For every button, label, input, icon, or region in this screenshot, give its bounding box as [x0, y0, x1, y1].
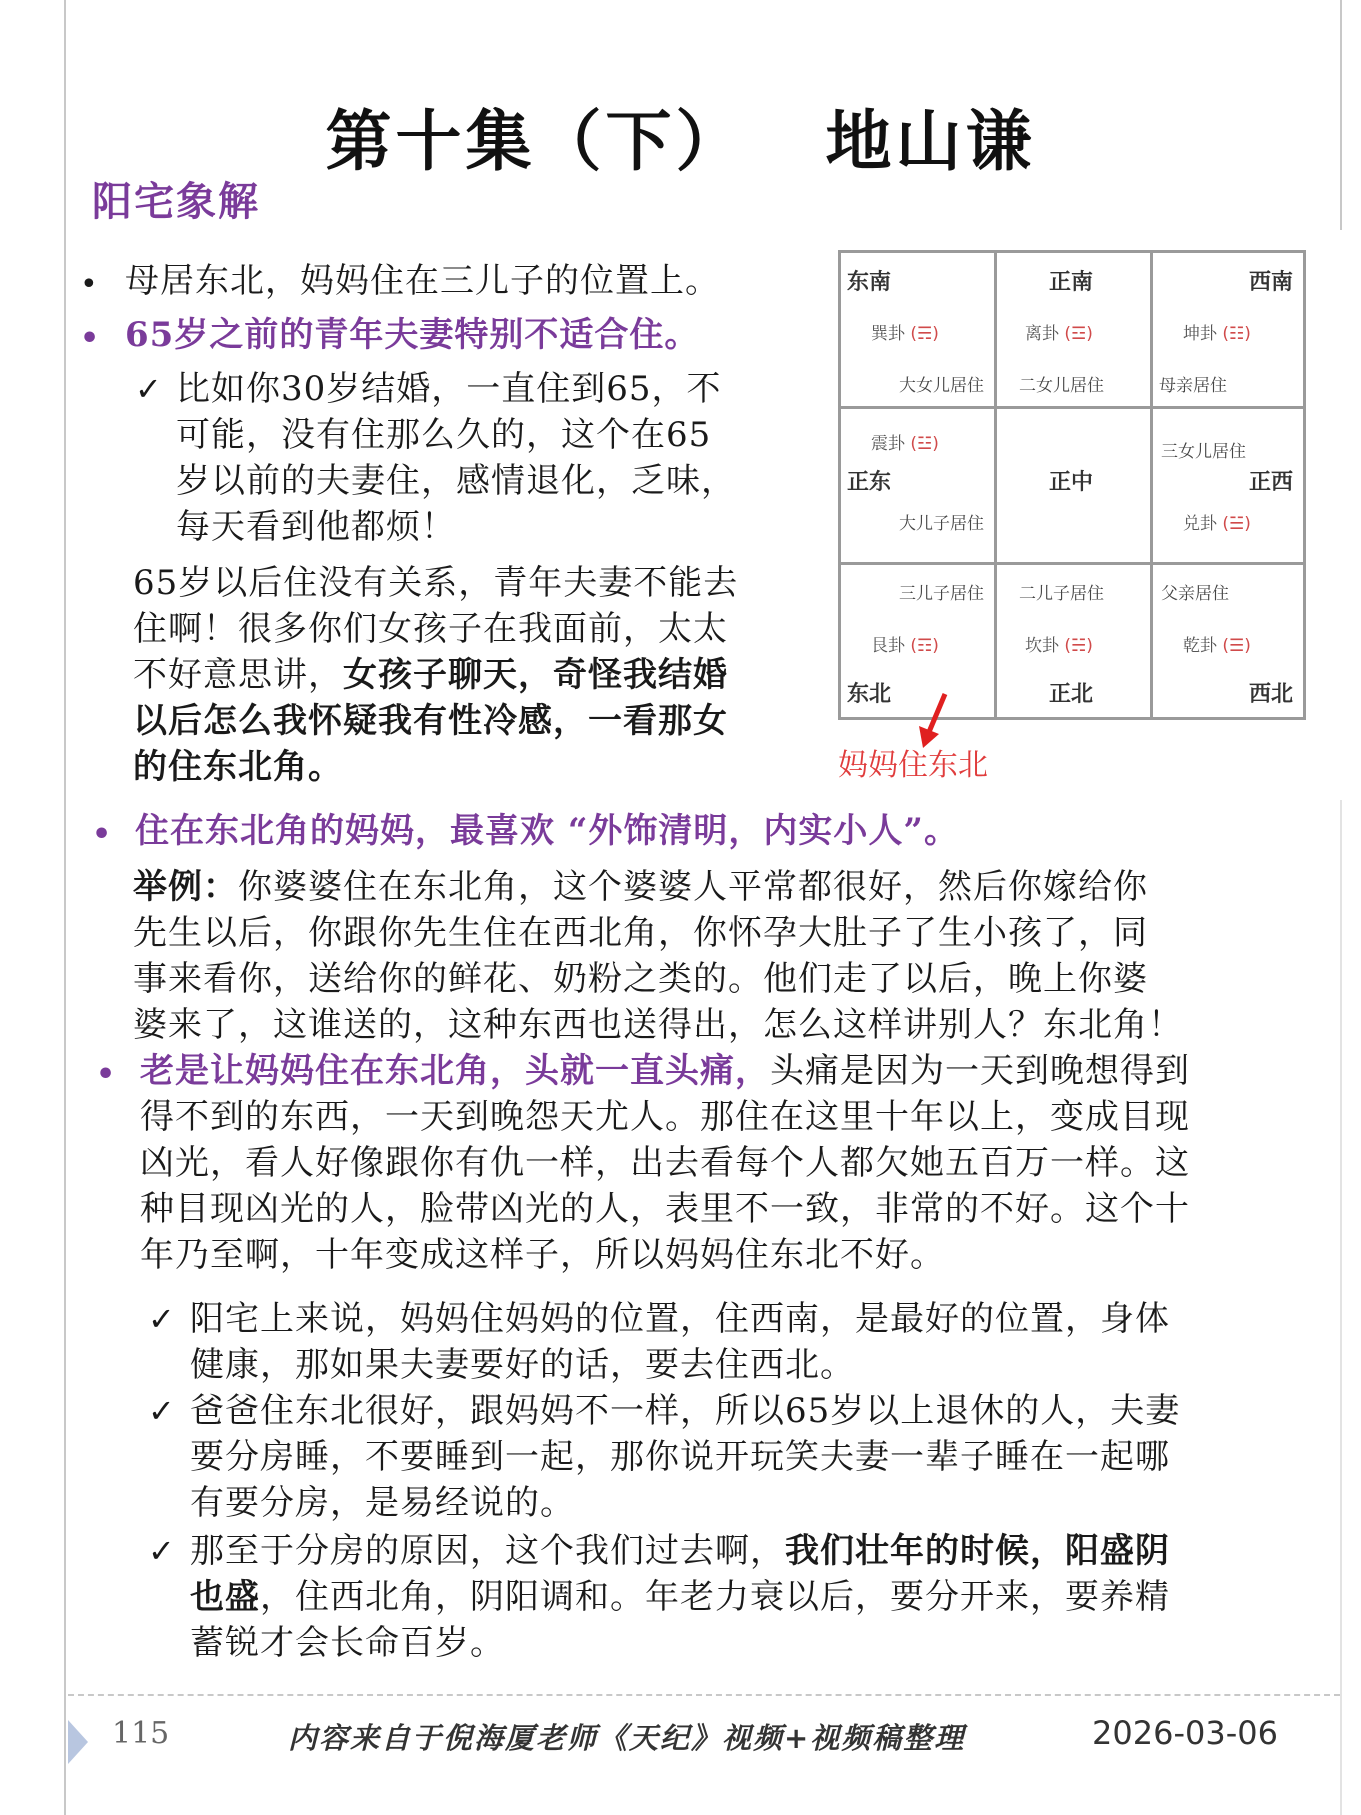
triangle-icon [68, 1720, 88, 1764]
title-part2: 地山谦 [825, 102, 1036, 180]
example-line4: 婆来了，这谁送的，这种东西也送得出，怎么这样讲别人？东北角！ [133, 1005, 1183, 1045]
bullet-icon: • [96, 1057, 116, 1092]
example-line1: 举例：你婆婆住在东北角，这个婆婆人平常都很好，然后你嫁给你 [133, 867, 1148, 907]
section-heading: 阳宅象解 [92, 178, 260, 225]
para-1-line5: 的住东北角。 [133, 747, 343, 787]
bagua-house-diagram [838, 250, 1306, 720]
cell-southeast: 东南 巽卦 (☴) 大女儿居住 [847, 270, 984, 396]
footer-divider [68, 1694, 1340, 1696]
para-1-line2: 住啊！很多你们女孩子在我面前，太太 [133, 609, 728, 649]
footer-source: 内容来自于倪海厦老师《天纪》视频+视频稿整理 [288, 1721, 966, 1755]
check-text-1-line3: 岁以前的夫妻住，感情退化，乏味， [176, 461, 736, 501]
check-text-2-line2: 健康，那如果夫妻要好的话，要去住西北。 [190, 1345, 855, 1385]
check-text-1-line1: 比如你30岁结婚，一直住到65，不 [176, 369, 722, 409]
para-1-line4: 以后怎么我怀疑我有性冷感，一看那女 [133, 701, 728, 741]
bullet-text-4-line2: 得不到的东西，一天到晚怨天尤人。那住在这里十年以上，变成目现 [140, 1097, 1190, 1137]
cell-northwest: 父亲居住 乾卦 (☰) 西北 [1161, 584, 1294, 707]
bullet-text-4-line5: 年乃至啊，十年变成这样子，所以妈妈住东北不好。 [140, 1235, 945, 1275]
check-icon: ✓ [148, 1300, 175, 1338]
page-title [0, 88, 1361, 183]
example-line2: 先生以后，你跟你先生住在西北角，你怀孕大肚子了生小孩了，同 [133, 913, 1148, 953]
check-text-4-line3: 蓄锐才会长命百岁。 [190, 1623, 505, 1663]
page-left-border [64, 0, 66, 1815]
bullet-text-4-line3: 凶光，看人好像跟你有仇一样，出去看每个人都欠她五百万一样。这 [140, 1143, 1190, 1183]
cell-east: 震卦 (☳) 正东 大儿子居住 [847, 434, 984, 534]
cell-west: 三女儿居住 正西 兑卦 (☱) [1161, 442, 1294, 534]
check-text-1-line4: 每天看到他都烦！ [176, 507, 456, 547]
check-text-3-line1: 爸爸住东北很好，跟妈妈不一样，所以65岁以上退休的人，夫妻 [190, 1391, 1181, 1431]
bullet-text-4-line4: 种目现凶光的人，脸带凶光的人，表里不一致，非常的不好。这个十 [140, 1189, 1190, 1229]
footer-date: 2026-03-06 [1092, 1714, 1278, 1752]
para-1-line3: 不好意思讲，女孩子聊天，奇怪我结婚 [133, 655, 728, 695]
check-icon: ✓ [148, 1532, 175, 1570]
bullet-icon: • [92, 817, 112, 852]
bullet-text-2: 65岁之前的青年夫妻特别不适合住。 [125, 315, 700, 355]
check-text-4-line2: 也盛，住西北角，阴阳调和。年老力衰以后，要分开来，要养精 [190, 1577, 1170, 1617]
title-part1: 第十集（下） [325, 102, 746, 180]
para-1-line1: 65岁以后住没有关系，青年夫妻不能去 [133, 563, 739, 603]
page-right-border-lower [1340, 800, 1342, 1815]
page-number: 115 [112, 1716, 170, 1751]
example-line3: 事来看你，送给你的鲜花、奶粉之类的。他们走了以后，晚上你婆 [133, 959, 1148, 999]
cell-center: 正中 [1049, 470, 1094, 495]
check-text-3-line3: 有要分房，是易经说的。 [190, 1483, 575, 1523]
bullet-text-4-line1: 老是让妈妈住在东北角，头就一直头痛，头痛是因为一天到晚想得到 [140, 1051, 1190, 1091]
diagram-annotation: 妈妈住东北 [838, 748, 988, 783]
bullet-icon: • [80, 267, 98, 302]
bullet-text-1: 母居东北，妈妈住在三儿子的位置上。 [125, 261, 720, 301]
check-text-4-line1: 那至于分房的原因，这个我们过去啊，我们壮年的时候，阳盛阴 [190, 1531, 1170, 1571]
check-text-2-line1: 阳宅上来说，妈妈住妈妈的位置，住西南，是最好的位置，身体 [190, 1299, 1170, 1339]
check-icon: ✓ [135, 370, 162, 408]
cell-northeast: 三儿子居住 艮卦 (☶) 东北 [847, 584, 984, 707]
bullet-icon: • [80, 321, 100, 356]
cell-southwest: 西南 坤卦 (☷) 母亲居住 [1159, 270, 1294, 396]
check-text-1-line2: 可能，没有住那么久的，这个在65 [176, 415, 712, 455]
check-icon: ✓ [148, 1392, 175, 1430]
cell-north: 二儿子居住 坎卦 (☵) 正北 [1019, 584, 1104, 707]
cell-south: 正南 离卦 (☲) 二女儿居住 [1019, 270, 1104, 396]
check-text-3-line2: 要分房睡，不要睡到一起，那你说开玩笑夫妻一辈子睡在一起哪 [190, 1437, 1170, 1477]
bullet-text-3: 住在东北角的妈妈，最喜欢 “外饰清明，内实小人”。 [135, 811, 959, 851]
